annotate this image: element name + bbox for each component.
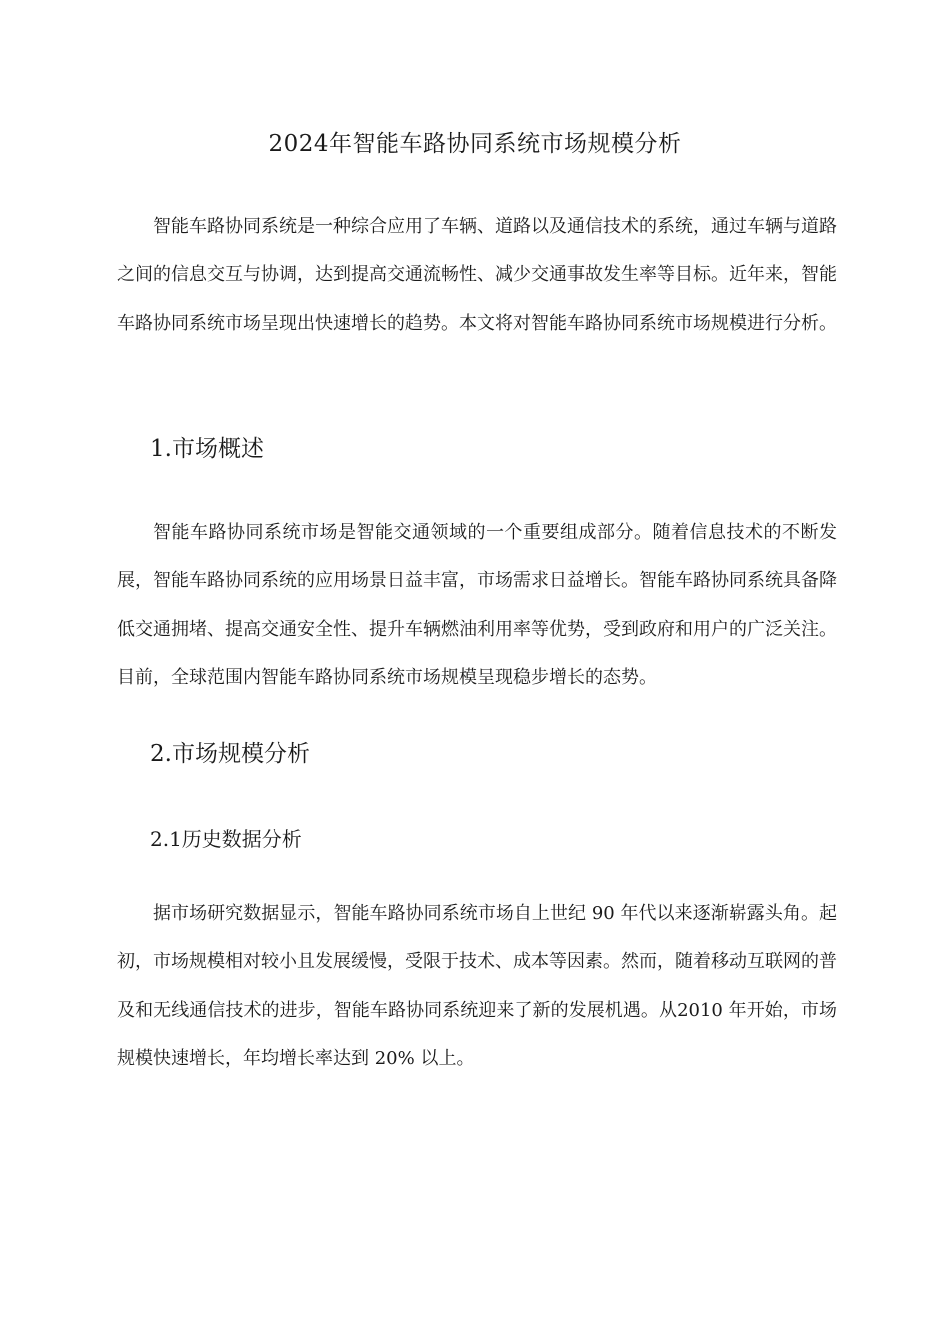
section-2-1-paragraph: 据市场研究数据显示，智能车路协同系统市场自上世纪 90 年代以来逐渐崭露头角。起初，市场规模相对较小且发展缓慢，受限于技术、成本等因素。然而，随着移动互联网的普及和无线通信技术的进步，智能车路协同系统迎来了新的发展机遇。从2010 年开始，市场规模快速增长，年均增长率达到 20% 以上。 bbox=[117, 903, 837, 1070]
section-2-heading: 2.市场规模分析 bbox=[150, 741, 310, 767]
intro-paragraph: 智能车路协同系统是一种综合应用了车辆、道路以及通信技术的系统，通过车辆与道路之间的信息交互与协调，达到提高交通流畅性、减少交通事故发生率等目标。近年来，智能车路协同系统市场呈现出快速增长的趋势。本文将对智能车路协同系统市场规模进行分析。 bbox=[117, 216, 837, 334]
document-title: 2024年智能车路协同系统市场规模分析 bbox=[268, 131, 682, 157]
section-1-paragraph: 智能车路协同系统市场是智能交通领域的一个重要组成部分。随着信息技术的不断发展，智能车路协同系统的应用场景日益丰富，市场需求日益增长。智能车路协同系统具备降低交通拥堵、提高交通安全性、提升车辆燃油利用率等优势，受到政府和用户的广泛关注。目前，全球范围内智能车路协同系统市场规模呈现稳步增长的态势。 bbox=[117, 522, 837, 689]
section-2-1-heading: 2.1历史数据分析 bbox=[150, 827, 302, 851]
section-1-heading: 1.市场概述 bbox=[150, 436, 264, 462]
